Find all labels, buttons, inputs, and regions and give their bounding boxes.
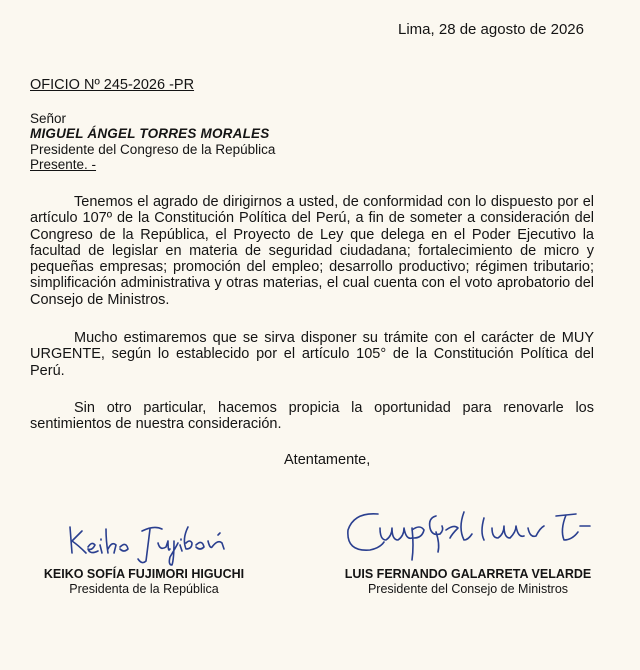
signatory-left <box>20 567 268 597</box>
closing-line: Atentamente, <box>284 452 371 468</box>
signature-left <box>62 519 242 567</box>
presente-line: Presente. - <box>30 157 97 172</box>
document-reference: OFICIO Nº 245-2026 -PR <box>30 77 195 93</box>
signatory-title: Presidente del Consejo de Ministros <box>367 582 569 596</box>
signatory-title: Presidenta de la República <box>69 582 219 596</box>
signature-right <box>340 506 600 564</box>
addressee-name: MIGUEL ÁNGEL TORRES MORALES <box>30 126 270 141</box>
signatory-right <box>332 567 604 597</box>
body-paragraph-2: Mucho estimaremos que se sirva disponer su trámite con el carácter de MUY URGENTE, según lo establecido por el artículo 105° de la Constitución Política del Perú. <box>30 330 594 379</box>
signatory-name: LUIS FERNANDO GALARRETA VELARDE <box>344 567 592 581</box>
addressee-title: Presidente del Congreso de la República <box>30 142 276 157</box>
date-line: Lima, 28 de agosto de 2026 <box>398 21 584 38</box>
body-paragraph-3: Sin otro particular, hacemos propicia la oportunidad para renovarle los sentimientos de nuestra consideración. <box>30 400 594 433</box>
salutation: Señor <box>30 111 67 126</box>
body-paragraph-1: Tenemos el agrado de dirigirnos a usted, de conformidad con lo dispuesto por el artículo 107º de la Constitución Política del Perú, a fin de someter a consideración del Congreso de la República, el Proyecto de Ley que delega en el Poder Ejecutivo la facultad de legislar en materia de seguridad ciudadana; fortalecimiento de micro y pequeñas empresas; promoción del empleo; desarrollo productivo; régimen tributario; simplificación administrativa y otras materias, el cual cuenta con el voto aprobatorio del Consejo de Ministros. <box>30 194 594 308</box>
signatory-name: KEIKO SOFÍA FUJIMORI HIGUCHI <box>43 567 245 581</box>
